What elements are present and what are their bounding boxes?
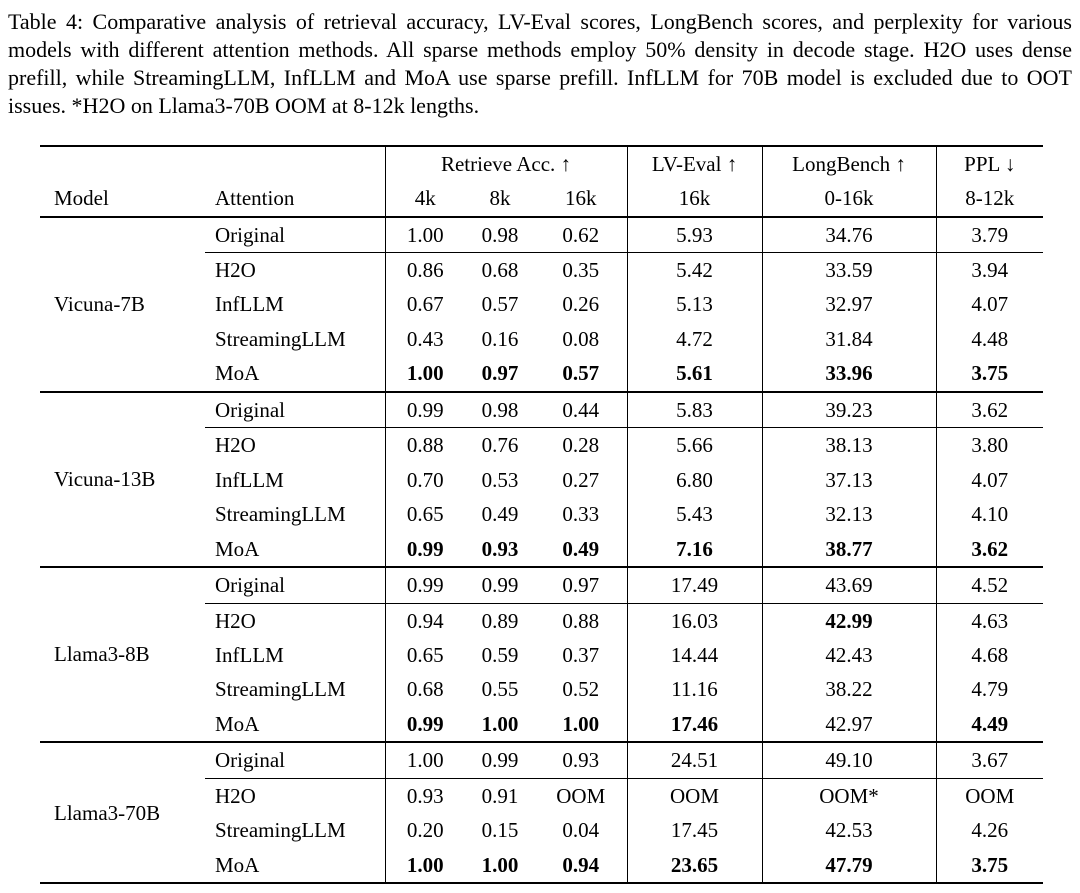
attention-method: MoA	[215, 711, 260, 736]
attention-method: InfLLM	[215, 642, 284, 667]
retrieve-8k-cell: 0.93	[481, 536, 519, 561]
attention-method: Original	[205, 742, 385, 778]
longbench-cell: 31.84	[762, 322, 936, 356]
lv-eval-cell: 4.72	[627, 322, 762, 356]
retrieve-16k-cell: 0.52	[562, 677, 600, 702]
retrieve-8k-cell: 0.97	[481, 361, 519, 386]
longbench-cell: 33.96	[762, 356, 936, 391]
attention-method: H2O	[215, 783, 256, 808]
model-name: Vicuna-13B	[54, 467, 156, 492]
retrieve-16k-cell: 0.04	[562, 818, 600, 843]
longbench-cell: 38.77	[762, 532, 936, 567]
lv-eval-cell: 5.93	[627, 217, 762, 253]
retrieve-16k-cell: 0.28	[562, 433, 600, 458]
retrieve-16k-cell: 0.27	[562, 467, 600, 492]
retrieve-16k-cell: 0.88	[562, 608, 600, 633]
results-table	[40, 145, 1043, 885]
ppl-cell: 4.10	[936, 497, 1043, 531]
retrieve-8k-cell: 1.00	[481, 852, 519, 877]
retrieve-4k-cell: 0.99	[385, 532, 465, 567]
longbench-cell: 39.23	[762, 392, 936, 428]
lv-eval-cell: 17.49	[627, 567, 762, 603]
lv-eval-cell: 11.16	[627, 672, 762, 706]
header-spacer-attention	[205, 146, 385, 181]
retrieve-4k-cell: 0.99	[385, 392, 465, 428]
model-name: Vicuna-7B	[54, 291, 145, 316]
longbench-cell: 38.22	[762, 672, 936, 706]
retrieve-16k-cell: OOM	[556, 783, 606, 808]
header-attention: Attention	[215, 186, 295, 211]
header-longbench: LongBench ↑	[762, 146, 936, 181]
lv-eval-cell: 5.61	[627, 356, 762, 391]
retrieve-4k-cell: 0.70	[385, 463, 465, 497]
attention-method: H2O	[215, 608, 256, 633]
attention-method: Original	[205, 392, 385, 428]
attention-method: StreamingLLM	[215, 677, 346, 702]
header-retrieve-acc: Retrieve Acc. ↑	[385, 146, 627, 181]
longbench-cell: 43.69	[762, 567, 936, 603]
retrieve-4k-cell: 0.68	[385, 672, 465, 706]
retrieve-4k-cell: 1.00	[385, 742, 465, 778]
retrieve-8k-cell: 1.00	[481, 711, 519, 736]
retrieve-4k-cell: 0.65	[385, 638, 465, 672]
retrieve-16k-cell: 0.44	[535, 392, 627, 428]
attention-method: H2O	[215, 257, 256, 282]
retrieve-8k-cell: 0.53	[481, 467, 519, 492]
lv-eval-cell: 5.66	[627, 428, 762, 463]
retrieve-4k-cell: 0.99	[385, 707, 465, 742]
retrieve-8k-cell: 0.55	[481, 677, 519, 702]
retrieve-16k-cell: 0.37	[562, 642, 600, 667]
retrieve-16k-cell: 0.33	[562, 502, 600, 527]
header-model: Model	[54, 186, 109, 211]
header-ppl-range: 8-12k	[936, 181, 1043, 216]
ppl-cell: 4.68	[936, 638, 1043, 672]
retrieve-8k-cell: 0.68	[481, 257, 519, 282]
attention-method: StreamingLLM	[215, 502, 346, 527]
ppl-cell: 4.26	[936, 813, 1043, 847]
lv-eval-cell: 17.46	[627, 707, 762, 742]
ppl-cell: 4.07	[936, 287, 1043, 321]
retrieve-8k-cell: 0.98	[465, 217, 535, 253]
ppl-cell: 3.80	[936, 428, 1043, 463]
model-name: Llama3-70B	[54, 800, 161, 825]
ppl-cell: 3.67	[936, 742, 1043, 778]
retrieve-16k-cell: 0.93	[535, 742, 627, 778]
retrieve-4k-cell: 1.00	[385, 356, 465, 391]
header-ppl: PPL ↓	[936, 146, 1043, 181]
ppl-cell: 4.63	[936, 603, 1043, 638]
ppl-cell: 4.52	[936, 567, 1043, 603]
ppl-cell: 4.49	[936, 707, 1043, 742]
model-name: Llama3-8B	[54, 642, 150, 667]
lv-eval-cell: 5.43	[627, 497, 762, 531]
ppl-cell: OOM	[936, 778, 1043, 813]
ppl-cell: 3.79	[936, 217, 1043, 253]
header-retrieve-4k: 4k	[385, 181, 465, 216]
retrieve-4k-cell: 0.99	[385, 567, 465, 603]
longbench-cell: 42.97	[762, 707, 936, 742]
longbench-cell: 47.79	[762, 848, 936, 883]
retrieve-4k-cell: 0.88	[385, 428, 465, 463]
longbench-cell: 32.97	[762, 287, 936, 321]
header-retrieve-8k: 8k	[489, 186, 511, 211]
retrieve-16k-cell: 0.94	[562, 852, 600, 877]
model-group-llama3-70b	[40, 742, 1043, 883]
lv-eval-cell: 5.42	[627, 252, 762, 287]
attention-method: H2O	[215, 433, 256, 458]
ppl-cell: 3.75	[936, 356, 1043, 391]
longbench-cell: OOM*	[762, 778, 936, 813]
retrieve-8k-cell: 0.49	[481, 502, 519, 527]
longbench-cell: 42.43	[762, 638, 936, 672]
retrieve-8k-cell: 0.76	[481, 433, 519, 458]
retrieve-8k-cell: 0.57	[481, 292, 519, 317]
ppl-cell: 4.07	[936, 463, 1043, 497]
lv-eval-cell: 14.44	[627, 638, 762, 672]
retrieve-8k-cell: 0.98	[465, 392, 535, 428]
attention-method: MoA	[215, 361, 260, 386]
retrieve-16k-cell: 0.49	[562, 536, 600, 561]
retrieve-4k-cell: 0.20	[385, 813, 465, 847]
retrieve-4k-cell: 0.65	[385, 497, 465, 531]
header-group-row	[40, 146, 1043, 181]
retrieve-16k-cell: 0.26	[562, 292, 600, 317]
longbench-cell: 42.53	[762, 813, 936, 847]
retrieve-8k-cell: 0.15	[481, 818, 519, 843]
attention-method: InfLLM	[215, 292, 284, 317]
ppl-cell: 3.94	[936, 252, 1043, 287]
retrieve-4k-cell: 0.93	[385, 778, 465, 813]
retrieve-8k-cell: 0.59	[481, 642, 519, 667]
retrieve-4k-cell: 0.67	[385, 287, 465, 321]
model-group-vicuna-7b	[40, 217, 1043, 392]
header-sub-row	[40, 181, 1043, 216]
header-retrieve-16k: 16k	[565, 186, 597, 211]
lv-eval-cell: 24.51	[627, 742, 762, 778]
retrieve-16k-cell: 1.00	[562, 711, 600, 736]
lv-eval-cell: 5.13	[627, 287, 762, 321]
lv-eval-cell: 7.16	[627, 532, 762, 567]
table-row	[40, 217, 1043, 253]
ppl-cell: 3.75	[936, 848, 1043, 883]
retrieve-4k-cell: 0.43	[385, 322, 465, 356]
retrieve-16k-cell: 0.57	[562, 361, 600, 386]
header-spacer-model	[40, 146, 205, 181]
longbench-cell: 38.13	[762, 428, 936, 463]
retrieve-8k-cell: 0.89	[481, 608, 519, 633]
retrieve-16k-cell: 0.35	[562, 257, 600, 282]
header-lv-eval-16k: 16k	[627, 181, 762, 216]
lv-eval-cell: 16.03	[627, 603, 762, 638]
attention-method: Original	[205, 217, 385, 253]
model-group-llama3-8b	[40, 567, 1043, 742]
table-row	[40, 392, 1043, 428]
ppl-cell: 3.62	[936, 392, 1043, 428]
longbench-cell: 37.13	[762, 463, 936, 497]
retrieve-4k-cell: 0.86	[385, 252, 465, 287]
ppl-cell: 4.79	[936, 672, 1043, 706]
retrieve-8k-cell: 0.99	[465, 742, 535, 778]
attention-method: StreamingLLM	[215, 326, 346, 351]
retrieve-4k-cell: 1.00	[385, 217, 465, 253]
attention-method: Original	[205, 567, 385, 603]
longbench-cell: 33.59	[762, 252, 936, 287]
table-header	[40, 146, 1043, 217]
attention-method: MoA	[215, 536, 260, 561]
lv-eval-cell: 5.83	[627, 392, 762, 428]
attention-method: MoA	[215, 852, 260, 877]
longbench-cell: 32.13	[762, 497, 936, 531]
table-row	[40, 742, 1043, 778]
longbench-cell: 49.10	[762, 742, 936, 778]
retrieve-8k-cell: 0.91	[481, 783, 519, 808]
lv-eval-cell: 6.80	[627, 463, 762, 497]
header-longbench-range: 0-16k	[762, 181, 936, 216]
header-lv-eval: LV-Eval ↑	[627, 146, 762, 181]
longbench-cell: 42.99	[762, 603, 936, 638]
retrieve-16k-cell: 0.08	[562, 326, 600, 351]
table-row	[40, 567, 1043, 603]
model-group-vicuna-13b	[40, 392, 1043, 567]
retrieve-4k-cell: 1.00	[385, 848, 465, 883]
longbench-cell: 34.76	[762, 217, 936, 253]
lv-eval-cell: OOM	[627, 778, 762, 813]
retrieve-16k-cell: 0.97	[535, 567, 627, 603]
attention-method: StreamingLLM	[215, 818, 346, 843]
retrieve-16k-cell: 0.62	[535, 217, 627, 253]
ppl-cell: 3.62	[936, 532, 1043, 567]
lv-eval-cell: 17.45	[627, 813, 762, 847]
attention-method: InfLLM	[215, 467, 284, 492]
retrieve-8k-cell: 0.99	[465, 567, 535, 603]
lv-eval-cell: 23.65	[627, 848, 762, 883]
ppl-cell: 4.48	[936, 322, 1043, 356]
retrieve-4k-cell: 0.94	[385, 603, 465, 638]
retrieve-8k-cell: 0.16	[481, 326, 519, 351]
table-caption: Table 4: Comparative analysis of retrieval accuracy, LV-Eval scores, LongBench scores, and perplexity for various models with different attention methods. All sparse methods employ 50% density in decode stage. H2O uses dense prefill, while StreamingLLM, InfLLM and MoA use sparse prefill. InfLLM for 70B model is excluded due to OOT issues. *H2O on Llama3-70B OOM at 8-12k lengths.	[8, 9, 1072, 119]
